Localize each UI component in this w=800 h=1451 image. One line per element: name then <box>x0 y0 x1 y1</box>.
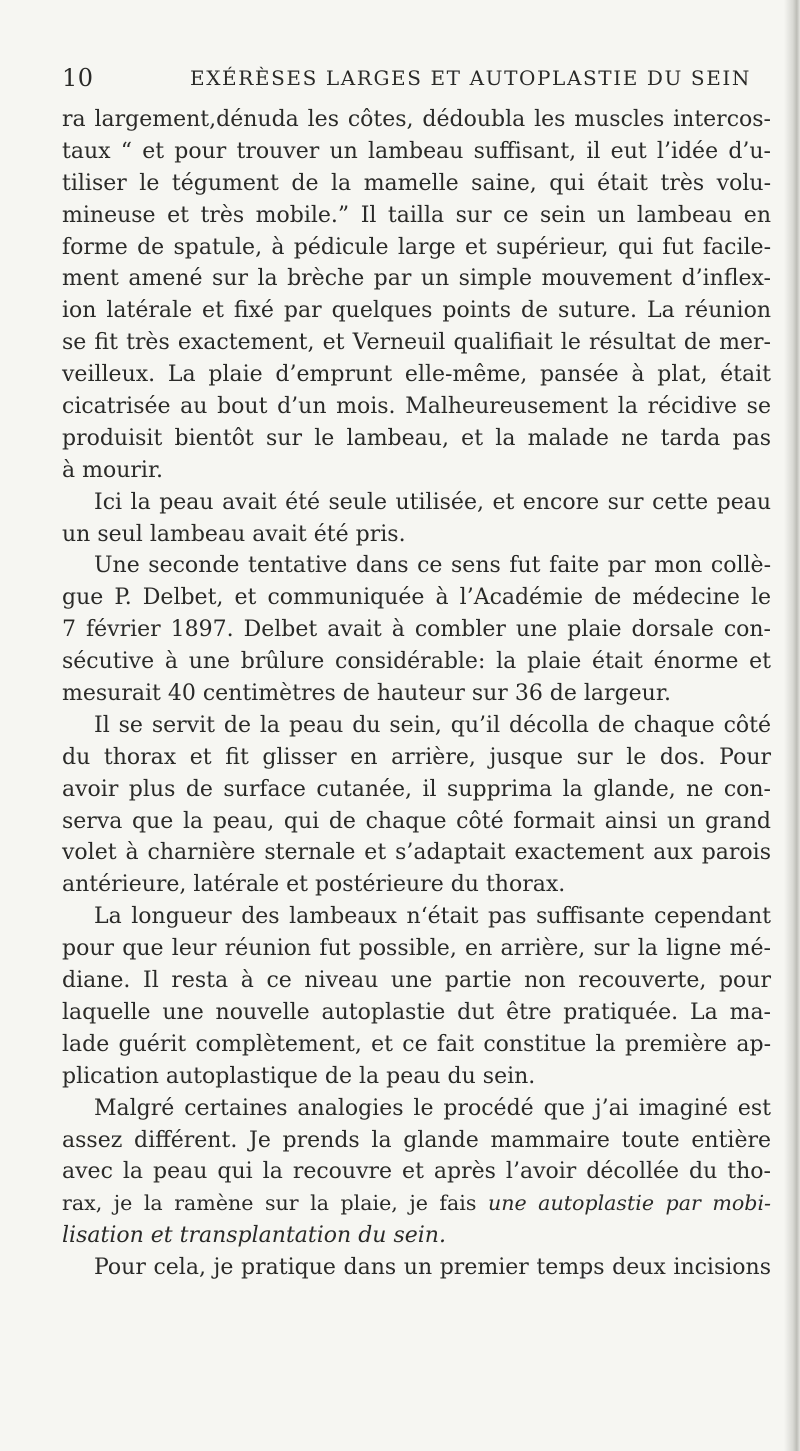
italic-phrase: lisation et transplantation du sein. <box>62 1223 446 1249</box>
text-line <box>62 1188 771 1220</box>
text-line: La longueur des lambeaux n‘était pas suffisante cependant <box>94 904 771 930</box>
text-line: mineuse et très mobile.” Il tailla sur ce sein un lambeau en <box>62 202 771 228</box>
text-line: avec la peau qui la recouvre et après l’avoir décollée du tho- <box>62 1159 771 1185</box>
text-line: cicatrisée au bout d’un mois. Malheureusement la récidive se <box>62 394 771 420</box>
page-number: 10 <box>62 64 94 92</box>
body-text <box>62 104 771 1284</box>
text-line: lade guérit complètement, et ce fait constitue la première ap- <box>62 1031 771 1057</box>
text-line: serva que la peau, qui de chaque côté formait ainsi un grand <box>62 808 771 834</box>
running-title: EXÉRÈSES LARGES ET AUTOPLASTIE DU SEIN <box>190 66 752 90</box>
text-line: Pour cela, je pratique dans un premier temps deux incisions <box>94 1255 771 1281</box>
text-line: Ici la peau avait été seule utilisée, et encore sur cette peau <box>94 489 771 515</box>
text-line <box>62 1220 771 1252</box>
text-line: ra largement,dénuda les côtes, dédoubla les muscles intercos- <box>62 107 771 132</box>
text-segment: rax, je la ramène sur la plaie, je fais <box>62 1191 477 1216</box>
text-line: tiliser le tégument de la mamelle saine, qui était très volu- <box>62 170 771 196</box>
text-line: laquelle une nouvelle autoplastie dut être pratiquée. La ma- <box>62 999 771 1025</box>
text-line: pour que leur réunion fut possible, en arrière, sur la ligne mé- <box>62 936 771 962</box>
text-line: Une seconde tentative dans ce sens fut faite par mon collè- <box>94 553 771 579</box>
text-line: plication autoplastique de la peau du sein. <box>62 1063 536 1089</box>
text-line: Malgré certaines analogies le procédé que j’ai imaginé est <box>94 1095 771 1121</box>
text-line: 7 février 1897. Delbet avait à combler une plaie dorsale con- <box>62 617 771 643</box>
text-line: veilleux. La plaie d’emprunt elle-même, pansée à plat, était <box>62 362 771 388</box>
text-line: Il se servit de la peau du sein, qu’il décolla de chaque côté <box>94 712 771 738</box>
italic-phrase: une autoplastie par mobi- <box>487 1191 771 1216</box>
text-line: sécutive à une brûlure considérable: la plaie était énorme et <box>62 649 771 675</box>
text-line: se fit très exactement, et Verneuil qualifiait le résultat de mer- <box>62 330 771 356</box>
text-line: diane. Il resta à ce niveau une partie non recouverte, pour <box>62 968 771 994</box>
text-line: un seul lambeau avait été pris. <box>62 521 406 547</box>
text-line: ion latérale et fixé par quelques points de suture. La réunion <box>62 298 771 324</box>
text-line: ment amené sur la brèche par un simple mouvement d’inflex- <box>62 266 771 292</box>
page-header <box>62 64 762 94</box>
page-edge-shadow <box>784 0 800 1451</box>
text-line: volet à charnière sternale et s’adaptait exactement aux parois <box>62 840 771 866</box>
text-line: gue P. Delbet, et communiquée à l’Académie de médecine le <box>62 585 771 611</box>
text-line: forme de spatule, à pédicule large et supérieur, qui fut facile- <box>62 234 771 260</box>
text-line: taux “ et pour trouver un lambeau suffisant, il eut l’idée d’u- <box>62 138 771 164</box>
text-line: antérieure, latérale et postérieure du thorax. <box>62 872 566 898</box>
text-line: mesurait 40 centimètres de hauteur sur 36 de largeur. <box>62 681 671 707</box>
text-line: assez différent. Je prends la glande mammaire toute entière <box>62 1127 771 1153</box>
text-line: à mourir. <box>62 457 164 483</box>
text-line: du thorax et fit glisser en arrière, jusque sur le dos. Pour <box>62 744 771 770</box>
text-line: avoir plus de surface cutanée, il supprima la glande, ne con- <box>62 776 771 802</box>
text-line: produisit bientôt sur le lambeau, et la malade ne tarda pas <box>62 425 771 451</box>
